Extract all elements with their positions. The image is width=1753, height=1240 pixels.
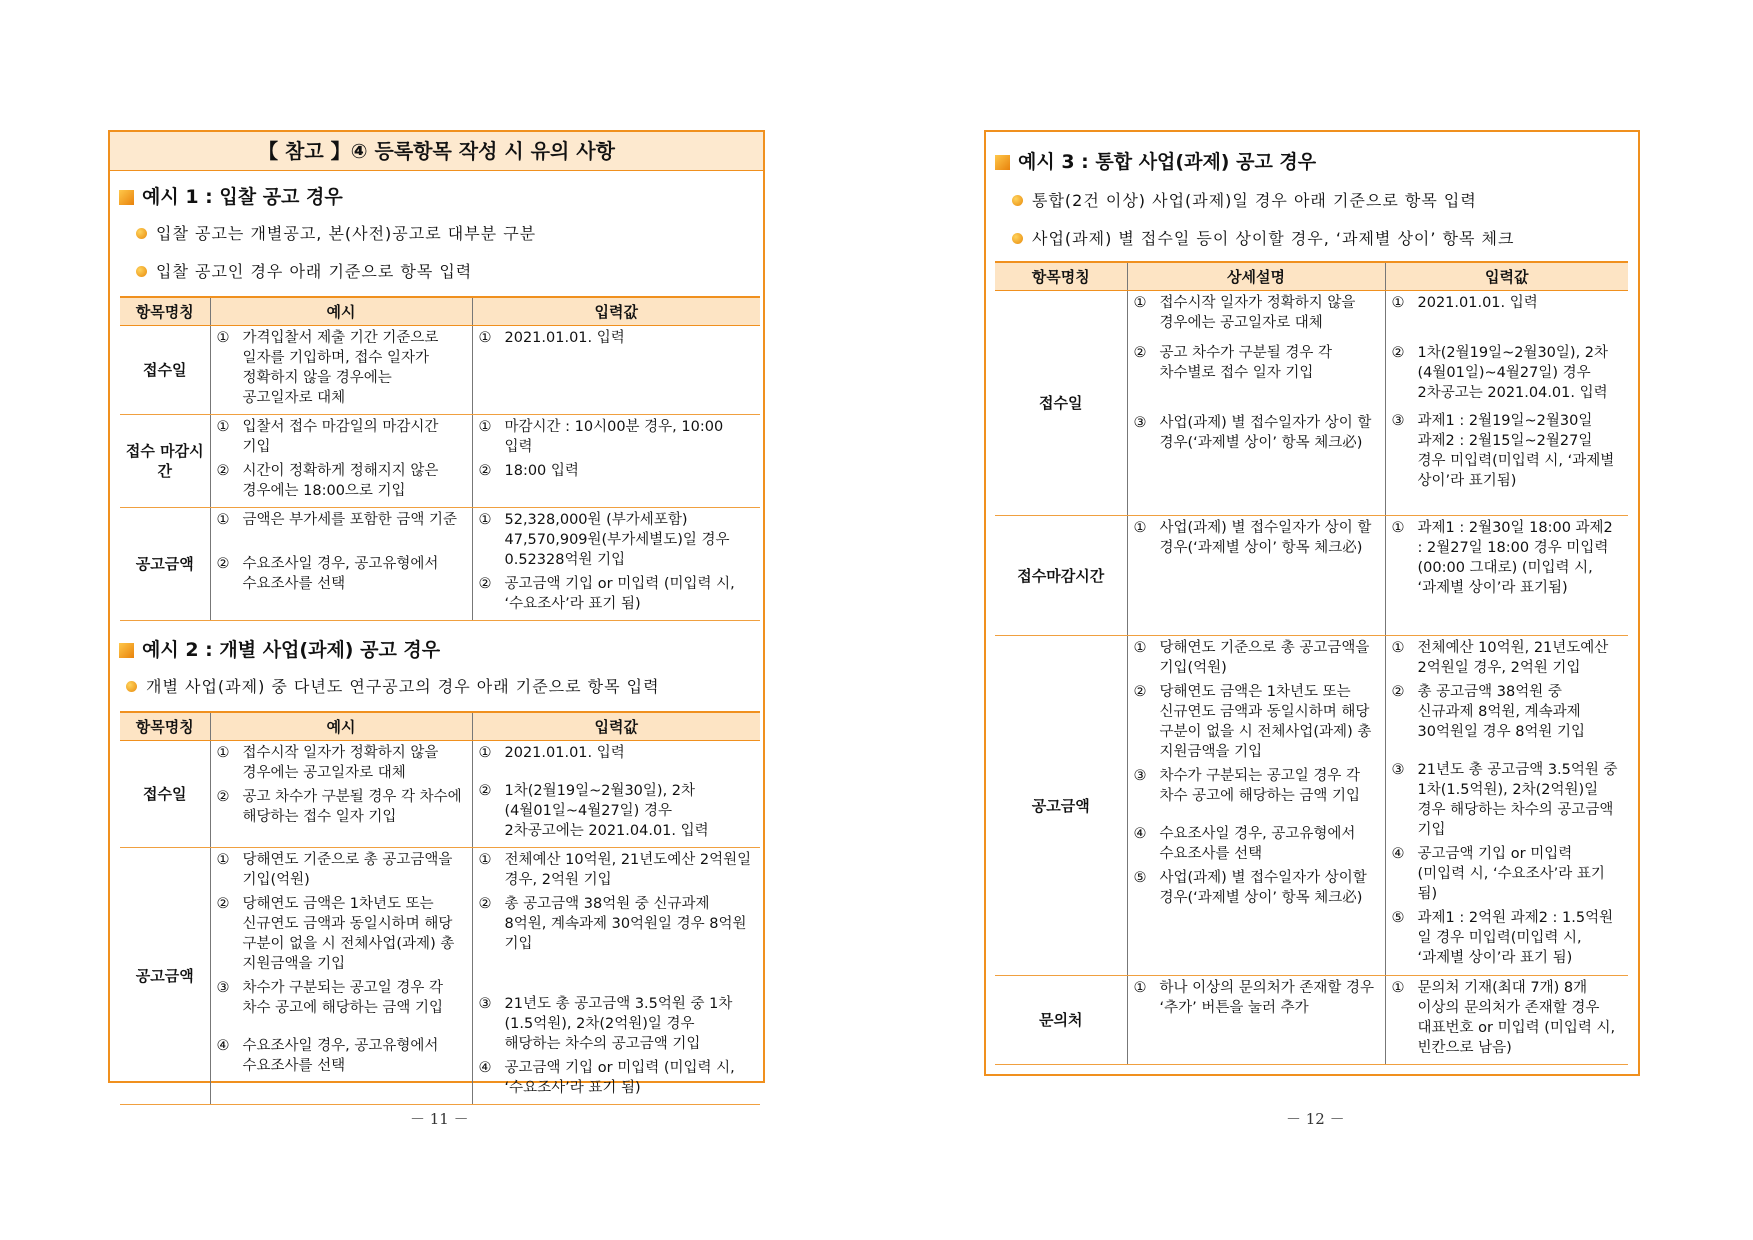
row-label: 접수일 xyxy=(120,326,210,415)
example-3-title: 예시 3 : 통합 사업(과제) 공고 경우 xyxy=(986,145,1638,179)
value-cell: ① 전체예산 10억원, 21년도예산 2억원일 경우, 2억원 기입 ② 총 공고금액 38억원 중 신규과제 8억원, 계속과제 30억원일 경우 8억원 기입 ③ 21년도 총 공고금액 3.5억원 중 1차(1.5억원), 2차(2억원)일 경우 해당하는 차수의 공고금액 기입 ④ 공고금액 기입 or 미입력 (미입력 시, ‘수요조사’라 표기 됨) ⑤ 과제1 : 2억원 과제2 : 1.5억원 일 경우 미입력(미입력 시, ‘과제별 상이’라 표기 됨) xyxy=(1385,636,1628,976)
column-header: 예시 xyxy=(210,297,472,326)
description-cell: ① 하나 이상의 문의처가 존재할 경우 ‘추가’ 버튼을 눌러 추가 xyxy=(1127,976,1385,1065)
description-cell: ① 접수시작 일자가 정확하지 않을 경우에는 공고일자로 대체 ② 공고 차수가 구분될 경우 각 차수에 해당하는 접수 일자 기입 xyxy=(210,741,472,848)
row-label: 문의처 xyxy=(995,976,1127,1065)
example-2-title: 예시 2 : 개별 사업(과제) 공고 경우 xyxy=(110,633,763,667)
table-row xyxy=(995,976,1628,1065)
row-label: 공고금액 xyxy=(120,848,210,1105)
description-cell: ① 사업(과제) 별 접수일자가 상이 할 경우(‘과제별 상이’ 항목 체크必) xyxy=(1127,516,1385,636)
row-label: 접수일 xyxy=(120,741,210,848)
description-cell: ① 금액은 부가세를 포함한 금액 기준 ② 수요조사일 경우, 공고유형에서 수요조사를 선택 xyxy=(210,508,472,621)
orange-square-icon xyxy=(119,643,134,658)
row-label: 접수일 xyxy=(995,291,1127,516)
orange-square-icon xyxy=(995,155,1010,170)
page-number-left: － 11 － xyxy=(410,1110,469,1128)
table-row xyxy=(995,636,1628,976)
row-label: 공고금액 xyxy=(120,508,210,621)
orange-square-icon xyxy=(119,190,134,205)
example-1-title: 예시 1 : 입찰 공고 경우 xyxy=(110,180,763,214)
example-1-table xyxy=(120,296,760,621)
orange-dot-icon xyxy=(136,228,147,239)
orange-dot-icon xyxy=(1012,233,1023,244)
value-cell: ① 52,328,000원 (부가세포함) 47,570,909원(부가세별도)일 경우 0.52328억원 기입 ② 공고금액 기입 or 미입력 (미입력 시, ‘수요조사’라 표기 됨) xyxy=(472,508,760,621)
column-header: 입력값 xyxy=(472,297,760,326)
value-cell: ① 2021.01.01. 입력 ② 1차(2월19일~2월30일), 2차(4월01일~4월27일) 경우 2차공고에는 2021.04.01. 입력 xyxy=(472,741,760,848)
orange-dot-icon xyxy=(136,266,147,277)
table-row xyxy=(120,326,760,415)
value-cell: ① 전체예산 10억원, 21년도예산 2억원일 경우, 2억원 기입 ② 총 공고금액 38억원 중 신규과제 8억원, 계속과제 30억원일 경우 8억원 기입 ③ 21년도 총 공고금액 3.5억원 중 1차(1.5억원), 2차(2억원)일 경우 해당하는 차수의 공고금액 기입 ④ 공고금액 기입 or 미입력 (미입력 시, ‘수요조사’라 표기 됨) xyxy=(472,848,760,1105)
table-row xyxy=(995,291,1628,516)
column-header: 상세설명 xyxy=(1127,262,1385,291)
bullet-item: 입찰 공고는 개별공고, 본(사전)공고로 대부분 구분 xyxy=(110,218,763,250)
table-row xyxy=(120,508,760,621)
table-row xyxy=(995,516,1628,636)
description-cell: ① 가격입찰서 제출 기간 기준으로 일자를 기입하며, 접수 일자가 정확하지 않을 경우에는 공고일자로 대체 xyxy=(210,326,472,415)
description-cell: ① 입찰서 접수 마감일의 마감시간 기입 ② 시간이 정확하게 정해지지 않은 경우에는 18:00으로 기입 xyxy=(210,415,472,508)
value-cell: ① 2021.01.01. 입력 xyxy=(472,326,760,415)
row-label: 공고금액 xyxy=(995,636,1127,976)
column-header: 예시 xyxy=(210,712,472,741)
column-header: 항목명칭 xyxy=(120,712,210,741)
value-cell: ① 마감시간 : 10시00분 경우, 10:00 입력 ② 18:00 입력 xyxy=(472,415,760,508)
left-page-frame xyxy=(108,130,765,1096)
description-cell: ① 당해연도 기준으로 총 공고금액을 기입(억원) ② 당해연도 금액은 1차년도 또는 신규연도 금액과 동일시하며 해당 구분이 없을 시 전체사업(과제) 총 지원금액을 기입 ③ 차수가 구분되는 공고일 경우 각 차수 공고에 해당하는 금액 기입 ④ 수요조사일 경우, 공고유형에서 수요조사를 선택 xyxy=(210,848,472,1105)
page-number-right: － 12 － xyxy=(1286,1110,1345,1128)
row-label: 접수마감시간 xyxy=(995,516,1127,636)
value-cell: ① 과제1 : 2월30일 18:00 과제2 : 2월27일 18:00 경우 미입력(00:00 그대로) (미입력 시, ‘과제별 상이’라 표기됨) xyxy=(1385,516,1628,636)
reference-header: 【 참고 】④ 등록항목 작성 시 유의 사항 xyxy=(110,132,763,171)
row-label: 접수 마감시간 xyxy=(120,415,210,508)
value-cell: ① 2021.01.01. 입력 ② 1차(2월19일~2월30일), 2차(4월01일)~4월27일) 경우 2차공고는 2021.04.01. 입력 ③ 과제1 : 2월19일~2월30일 과제2 : 2월15일~2월27일 경우 미입력(미입력 시, ‘과제별 상이’라 표기됨) xyxy=(1385,291,1628,516)
example-2-table xyxy=(120,711,760,1105)
right-page-frame xyxy=(984,130,1640,1076)
column-header: 입력값 xyxy=(472,712,760,741)
table-row xyxy=(120,741,760,848)
column-header: 입력값 xyxy=(1385,262,1628,291)
orange-dot-icon xyxy=(1012,195,1023,206)
orange-dot-icon xyxy=(126,681,137,692)
bullet-item: 사업(과제) 별 접수일 등이 상이할 경우, ‘과제별 상이’ 항목 체크 xyxy=(986,223,1638,255)
description-cell: ① 접수시작 일자가 정확하지 않을 경우에는 공고일자로 대체 ② 공고 차수가 구분될 경우 각 차수별로 접수 일자 기입 ③ 사업(과제) 별 접수일자가 상이 할 경우(‘과제별 상이’ 항목 체크必) xyxy=(1127,291,1385,516)
bullet-item: 통합(2건 이상) 사업(과제)일 경우 아래 기준으로 항목 입력 xyxy=(986,185,1638,217)
bullet-item: 개별 사업(과제) 중 다년도 연구공고의 경우 아래 기준으로 항목 입력 xyxy=(110,671,763,703)
column-header: 항목명칭 xyxy=(995,262,1127,291)
example-3-table xyxy=(995,261,1628,1065)
column-header: 항목명칭 xyxy=(120,297,210,326)
table-row xyxy=(120,848,760,1105)
description-cell: ① 당해연도 기준으로 총 공고금액을 기입(억원) ② 당해연도 금액은 1차년도 또는 신규연도 금액과 동일시하며 해당 구분이 없을 시 전체사업(과제) 총 지원금액을 기입 ③ 차수가 구분되는 공고일 경우 각 차수 공고에 해당하는 금액 기입 ④ 수요조사일 경우, 공고유형에서 수요조사를 선택 ⑤ 사업(과제) 별 접수일자가 상이할 경우(‘과제별 상이’ 항목 체크必) xyxy=(1127,636,1385,976)
table-row xyxy=(120,415,760,508)
bullet-item: 입찰 공고인 경우 아래 기준으로 항목 입력 xyxy=(110,256,763,288)
value-cell: ① 문의처 기재(최대 7개) 8개 이상의 문의처가 존재할 경우 대표번호 or 미입력 (미입력 시, 빈칸으로 남음) xyxy=(1385,976,1628,1065)
